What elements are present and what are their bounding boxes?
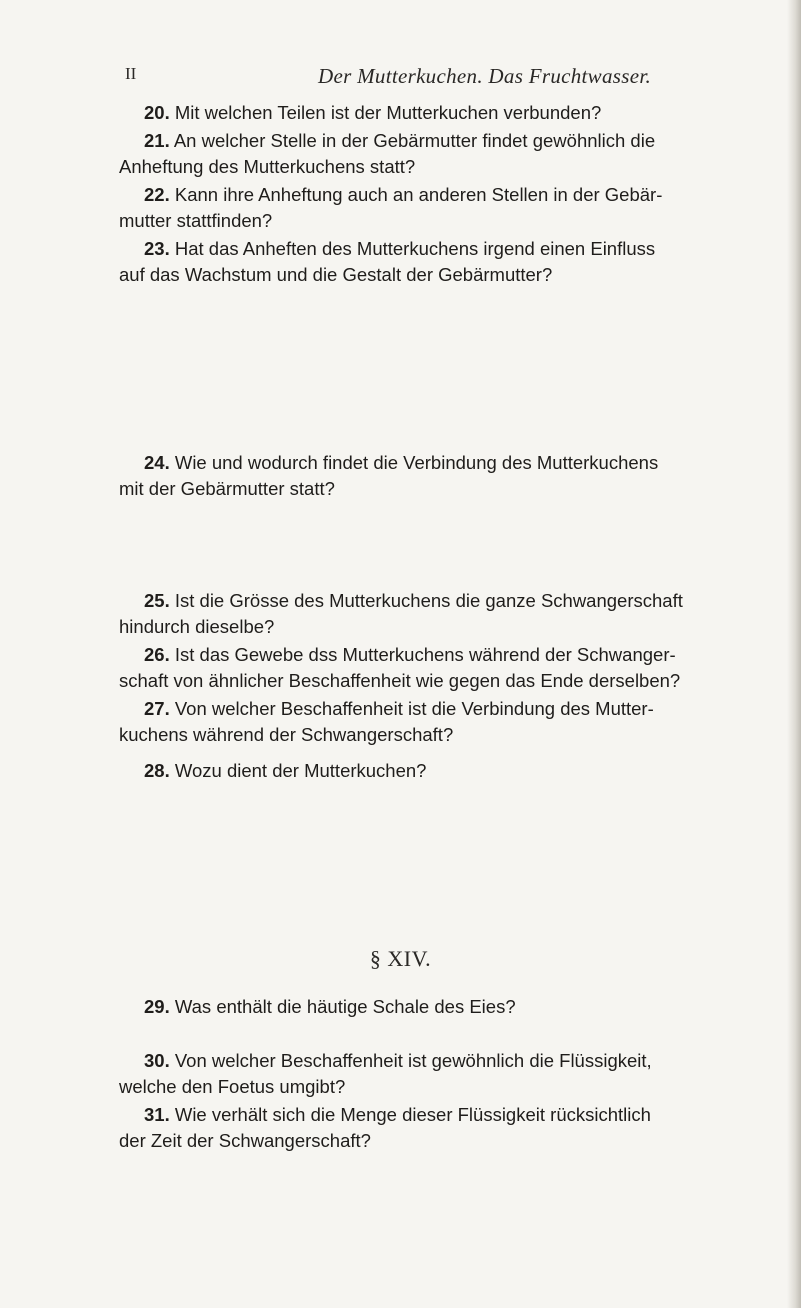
- question-27: [0, 696, 801, 748]
- question-number: 23.: [144, 238, 170, 259]
- question-number: 20.: [144, 102, 170, 123]
- question-24: [0, 450, 801, 502]
- question-text-continuation: Anheftung des Mutterkuchens statt?: [119, 156, 416, 177]
- question-number: 30.: [144, 1050, 170, 1071]
- question-31: [0, 1102, 801, 1154]
- question-number: 21.: [144, 130, 170, 151]
- question-text: Wie und wodurch findet die Verbindung des Mutterkuchens: [174, 452, 659, 473]
- question-number: 29.: [144, 996, 170, 1017]
- question-text: Kann ihre Anheftung auch an anderen Stellen in der Gebär-: [174, 184, 663, 205]
- question-text-continuation: welche den Foetus umgibt?: [119, 1076, 346, 1097]
- question-22: [0, 182, 801, 234]
- question-text: Von welcher Beschaffenheit ist gewöhnlich die Flüssigkeit,: [174, 1050, 652, 1071]
- section-heading: § XIV.: [369, 946, 432, 971]
- question-text: Wozu dient der Mutterkuchen?: [174, 760, 427, 781]
- question-text-continuation: kuchens während der Schwangerschaft?: [119, 724, 454, 745]
- question-number: 25.: [144, 590, 170, 611]
- question-text: An welcher Stelle in der Gebärmutter findet gewöhnlich die: [173, 130, 656, 151]
- question-text: Wie verhält sich die Menge dieser Flüssigkeit rücksichtlich: [174, 1104, 651, 1125]
- question-text: Was enthält die häutige Schale des Eies?: [174, 996, 516, 1017]
- question-23: [0, 236, 801, 288]
- question-number: 22.: [144, 184, 170, 205]
- running-title: Der Mutterkuchen. Das Fruchtwasser.: [318, 64, 652, 88]
- question-text: Ist das Gewebe dss Mutterkuchens während der Schwanger-: [174, 644, 676, 665]
- question-28: [0, 758, 801, 784]
- question-number: 28.: [144, 760, 170, 781]
- question-30: [0, 1048, 801, 1100]
- question-21: [0, 128, 801, 180]
- question-20: [0, 100, 801, 126]
- question-text: Mit welchen Teilen ist der Mutterkuchen verbunden?: [174, 102, 602, 123]
- question-text-continuation: mit der Gebärmutter statt?: [119, 478, 335, 499]
- question-29: [0, 994, 801, 1020]
- question-text: Ist die Grösse des Mutterkuchens die ganze Schwangerschaft: [174, 590, 683, 611]
- question-25: [0, 588, 801, 640]
- question-text: Hat das Anheften des Mutterkuchens irgend einen Einfluss: [174, 238, 656, 259]
- question-text-continuation: der Zeit der Schwangerschaft?: [119, 1130, 371, 1151]
- question-text: Von welcher Beschaffenheit ist die Verbindung des Mutter-: [174, 698, 654, 719]
- question-text-continuation: auf das Wachstum und die Gestalt der Gebärmutter?: [119, 264, 553, 285]
- question-text-continuation: hindurch dieselbe?: [119, 616, 275, 637]
- question-number: 26.: [144, 644, 170, 665]
- question-number: 27.: [144, 698, 170, 719]
- page-number: II: [125, 64, 137, 83]
- question-number: 31.: [144, 1104, 170, 1125]
- question-number: 24.: [144, 452, 170, 473]
- page-header: [0, 64, 801, 94]
- question-text-continuation: mutter stattfinden?: [119, 210, 273, 231]
- question-text-continuation: schaft von ähnlicher Beschaffenheit wie gegen das Ende derselben?: [119, 670, 681, 691]
- question-26: [0, 642, 801, 694]
